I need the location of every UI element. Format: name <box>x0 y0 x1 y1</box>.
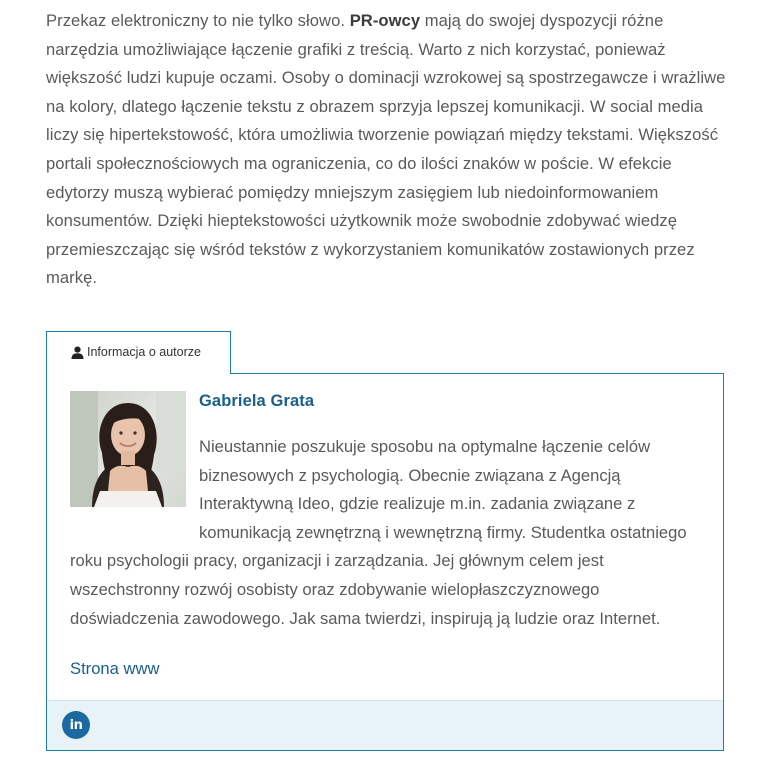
author-bio-text: Nieustannie poszukuje sposobu na optymalne łączenie celów biznesowych z psychologią. Obecnie związana z Agencją Interaktywną Ideo, gdzie realizuje m.in. zadania związane z komunikacją zewnętrzną i wewnętrzną firmy. Studentka ostatniego roku psychologii pracy, organizacji i zarządzania. Jej głównym celem jest wszechstronny rozwój osobisty oraz zdobywanie wielopłaszczyznowego doświadczenia zawodowego. Jak sama twierdzi, inspirują ją ludzie oraz Internet. <box>70 437 687 628</box>
linkedin-icon[interactable]: in <box>62 711 90 739</box>
tab-author-info[interactable] <box>46 331 231 374</box>
article-text-rest: mają do swojej dyspozycji różne narzędzia umożliwiające łączenie grafiki z treścią. Warto z nich korzystać, ponieważ większość ludzi kupuje oczami. Osoby o dominacji wzrokowej są spostrzegawcze i wrażliwe na kolory, dlatego łączenie tekstu z obrazem sprzyja lepszej komunikacji. W social media liczy się hipertekstowość, która umożliwia tworzenie powiązań między tekstami. Większość portali społecznościowych ma ograniczenia, co do ilości znaków w poście. W efekcie edytorzy muszą wybierać pomiędzy mniejszym zasięgiem lub niedoinformowaniem konsumentów. Dzięki hieptekstowości użytkownik może swobodnie zdobywać wiedzę przemieszczając się wśród tekstów z wykorzystaniem komunikatów zostawionych przez markę. <box>46 11 726 288</box>
article-bold-text: PR-owcy <box>349 11 421 30</box>
website-link[interactable]: Strona www <box>70 659 160 678</box>
author-bio <box>70 433 690 633</box>
author-social-bar <box>47 700 723 750</box>
article-text-start: Przekaz elektroniczny to nie tylko słowo. <box>46 11 350 30</box>
article-paragraph <box>46 7 726 293</box>
user-icon <box>71 346 84 359</box>
tab-label: Informacja o autorze <box>87 345 201 359</box>
author-name: Gabriela Grata <box>199 392 315 410</box>
author-box <box>46 373 724 751</box>
